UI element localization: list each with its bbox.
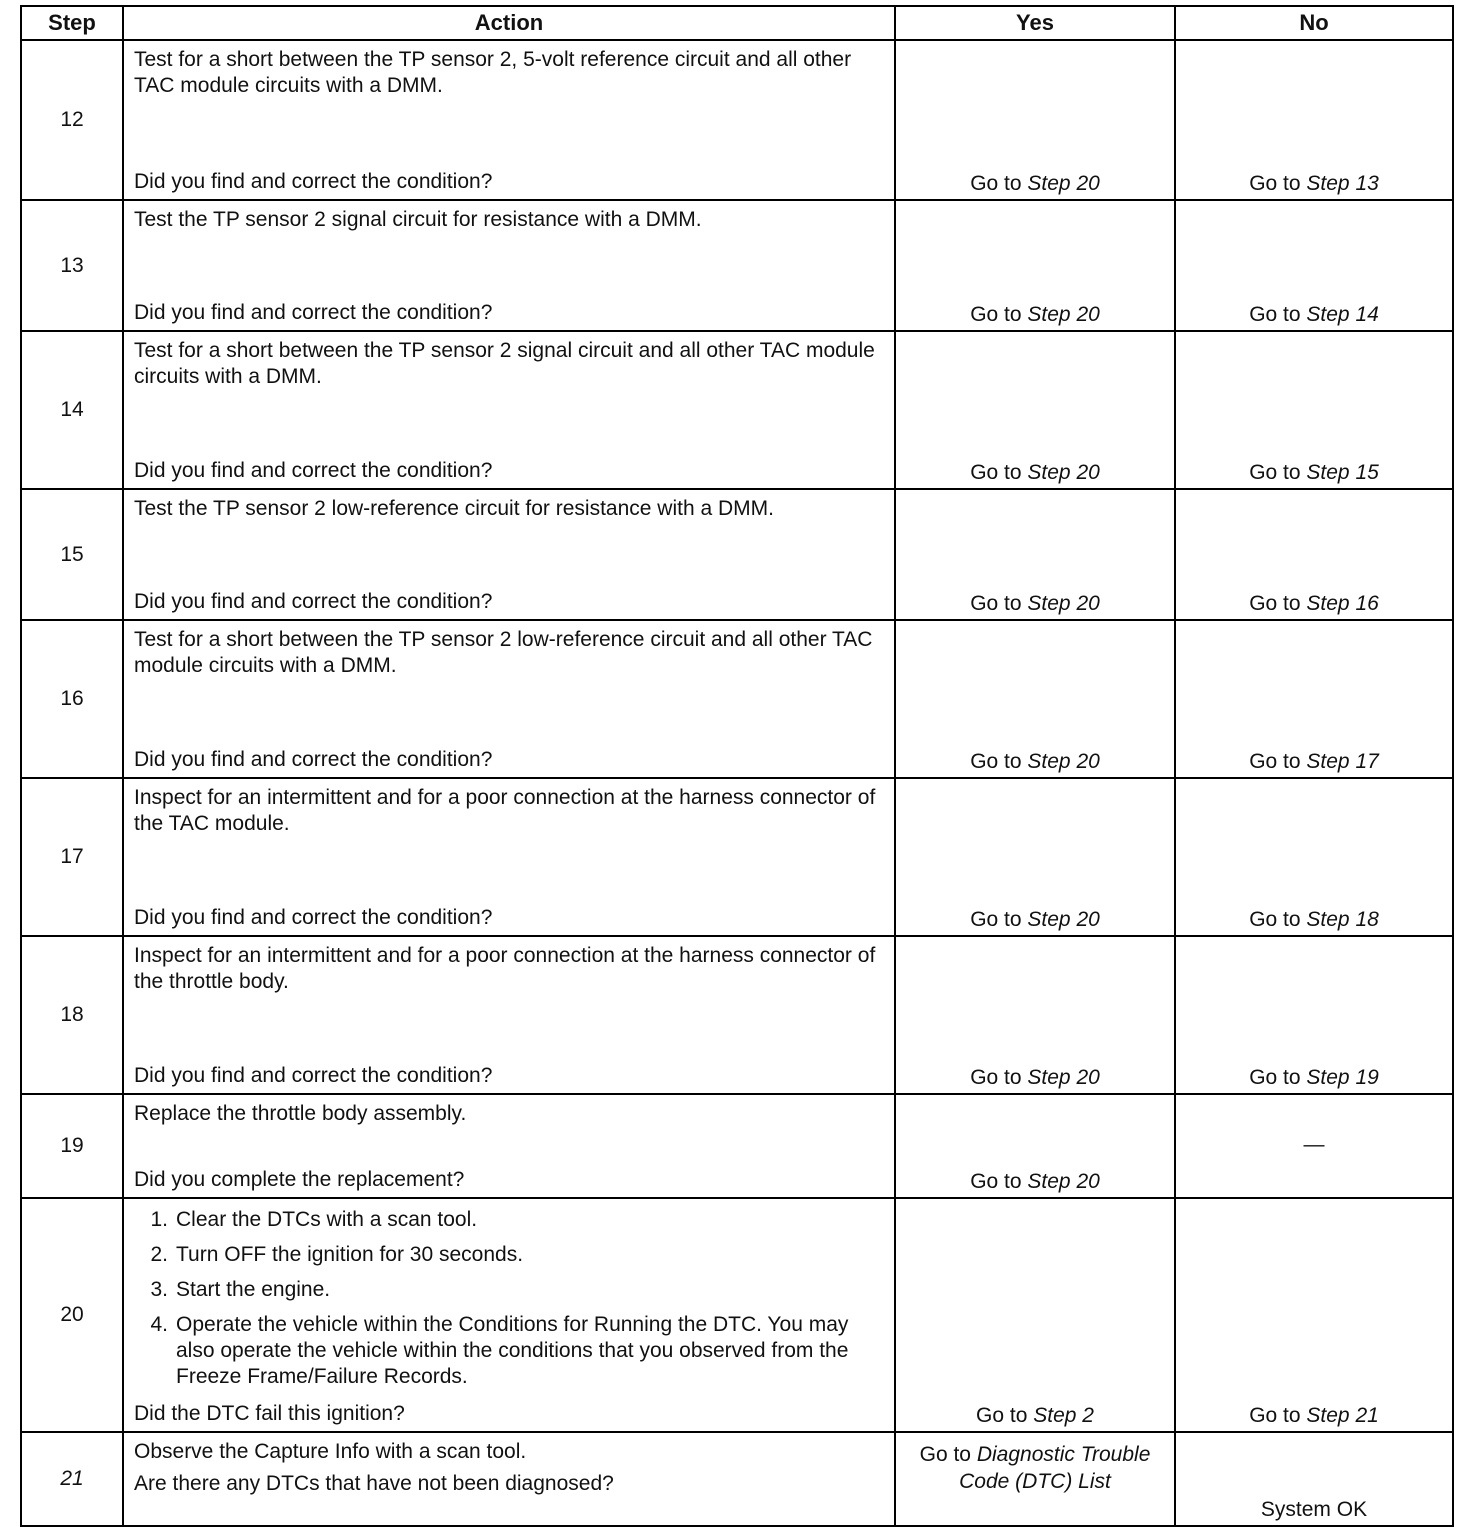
yes-cell [895,489,1175,620]
yes-cell [895,331,1175,489]
list-item-text: Turn OFF the ignition for 30 seconds. [176,1243,524,1266]
action-question: Are there any DTCs that have not been diagnosed? [134,1472,614,1495]
yes-cell [895,40,1175,200]
yes-prefix: Go to [976,1404,1028,1427]
yes-cell [895,778,1175,936]
header-action: Action [123,6,895,40]
yes-prefix: Go to [970,461,1022,484]
action-question: Did you find and correct the condition? [134,1064,493,1087]
list-item [134,1242,884,1268]
no-dash: — [1303,1132,1325,1156]
action-question: Did you find and correct the condition? [134,459,493,482]
no-step-link[interactable]: Step 15 [1306,461,1379,484]
yes-step-link[interactable]: Step 20 [1027,172,1100,195]
no-step-link[interactable]: Step 17 [1306,750,1379,773]
action-text: Test for a short between the TP sensor 2 signal circuit and all other TAC module circuits with a DMM. [134,339,875,388]
yes-step-link[interactable]: Step 20 [1027,303,1100,326]
no-prefix: Go to [1249,461,1301,484]
table-row-step-19 [21,1094,1453,1198]
table-row-step-17 [21,778,1453,936]
step-number: 18 [21,936,123,1094]
list-item [134,1207,884,1233]
action-cell [123,620,895,778]
step-number: 21 [21,1432,123,1526]
no-cell [1175,489,1453,620]
action-cell [123,40,895,200]
no-cell [1175,1094,1453,1198]
no-cell [1175,331,1453,489]
header-no: No [1175,6,1453,40]
no-cell [1175,1432,1453,1526]
header-step: Step [21,6,123,40]
no-cell [1175,40,1453,200]
table-row-step-21 [21,1432,1453,1526]
diagnostic-steps-table [20,5,1454,1527]
action-text: Test for a short between the TP sensor 2 low-reference circuit and all other TAC module circuits with a DMM. [134,628,873,677]
step-number: 15 [21,489,123,620]
no-prefix: Go to [1249,592,1301,615]
no-step-link[interactable]: Step 18 [1306,908,1379,931]
action-question: Did you find and correct the condition? [134,906,493,929]
action-question: Did you find and correct the condition? [134,301,493,324]
yes-prefix: Go to [970,303,1022,326]
table-row-step-14 [21,331,1453,489]
yes-prefix: Go to [970,908,1022,931]
yes-cell [895,200,1175,331]
list-item-text: Start the engine. [176,1278,331,1301]
table-row-step-12 [21,40,1453,200]
yes-prefix: Go to [970,592,1022,615]
action-cell [123,1432,895,1526]
yes-step-link[interactable]: Step 2 [1033,1404,1094,1427]
no-prefix: Go to [1249,1404,1301,1427]
table-row-step-15 [21,489,1453,620]
list-item-text: Clear the DTCs with a scan tool. [176,1208,478,1231]
yes-step-link[interactable]: Step 20 [1027,592,1100,615]
yes-cell [895,1432,1175,1526]
action-cell [123,1094,895,1198]
no-cell [1175,200,1453,331]
list-item [134,1312,884,1390]
action-cell [123,331,895,489]
yes-cell [895,620,1175,778]
yes-dtc-list-link[interactable]: Diagnostic Trouble Code (DTC) List [959,1443,1151,1493]
table-row-step-20 [21,1198,1453,1432]
action-cell [123,936,895,1094]
yes-prefix: Go to [970,172,1022,195]
action-step-list [134,1207,884,1390]
table-row-step-16 [21,620,1453,778]
list-item [134,1277,884,1303]
action-text: Test for a short between the TP sensor 2, 5-volt reference circuit and all other TAC module circuits with a DMM. [134,48,852,97]
yes-step-link[interactable]: Step 20 [1027,1170,1100,1193]
action-cell [123,489,895,620]
table-header-row [21,6,1453,40]
step-number: 19 [21,1094,123,1198]
no-prefix: Go to [1249,908,1301,931]
step-number: 14 [21,331,123,489]
no-step-link[interactable]: Step 13 [1306,172,1379,195]
yes-cell [895,1198,1175,1432]
no-result-text: System OK [1260,1498,1368,1521]
no-prefix: Go to [1249,303,1301,326]
action-text: Observe the Capture Info with a scan tool. [134,1440,527,1463]
yes-prefix: Go to [970,1170,1022,1193]
no-step-link[interactable]: Step 14 [1306,303,1379,326]
action-cell [123,778,895,936]
yes-step-link[interactable]: Step 20 [1027,750,1100,773]
list-item-number: 4. [150,1313,168,1336]
action-text: Inspect for an intermittent and for a poor connection at the harness connector of the throttle body. [134,944,876,993]
action-cell [123,1198,895,1432]
table-row-step-18 [21,936,1453,1094]
action-question: Did you find and correct the condition? [134,748,493,771]
list-item-number: 2. [150,1243,168,1266]
step-number: 17 [21,778,123,936]
action-question: Did the DTC fail this ignition? [134,1402,405,1425]
action-question: Did you find and correct the condition? [134,590,493,613]
step-number: 20 [21,1198,123,1432]
no-cell [1175,936,1453,1094]
action-text: Test the TP sensor 2 signal circuit for resistance with a DMM. [134,208,702,231]
step-number: 13 [21,200,123,331]
yes-cell [895,936,1175,1094]
yes-cell [895,1094,1175,1198]
no-cell [1175,778,1453,936]
step-number: 16 [21,620,123,778]
step-number: 12 [21,40,123,200]
yes-step-link[interactable]: Step 20 [1027,1066,1100,1089]
no-prefix: Go to [1249,1066,1301,1089]
list-item-number: 3. [150,1278,168,1301]
action-question: Did you find and correct the condition? [134,170,493,193]
no-prefix: Go to [1249,172,1301,195]
action-question: Did you complete the replacement? [134,1168,465,1191]
diagnostic-table-document [20,5,1452,1527]
header-yes: Yes [895,6,1175,40]
action-text: Test the TP sensor 2 low-reference circuit for resistance with a DMM. [134,497,774,520]
yes-step-link[interactable]: Step 20 [1027,908,1100,931]
yes-prefix: Go to [919,1443,971,1466]
no-step-link[interactable]: Step 19 [1306,1066,1379,1089]
no-cell [1175,620,1453,778]
yes-prefix: Go to [970,750,1022,773]
table-row-step-13 [21,200,1453,331]
no-step-link[interactable]: Step 21 [1306,1404,1379,1427]
list-item-text: Operate the vehicle within the Conditions for Running the DTC. You may also operate the vehicle within the conditions that you observed from the Freeze Frame/Failure Records. [176,1313,849,1388]
no-cell [1175,1198,1453,1432]
list-item-number: 1. [150,1208,168,1231]
yes-prefix: Go to [970,1066,1022,1089]
action-text: Replace the throttle body assembly. [134,1102,467,1125]
no-prefix: Go to [1249,750,1301,773]
no-step-link[interactable]: Step 16 [1306,592,1379,615]
action-cell [123,200,895,331]
yes-step-link[interactable]: Step 20 [1027,461,1100,484]
action-text: Inspect for an intermittent and for a poor connection at the harness connector of the TAC module. [134,786,876,835]
